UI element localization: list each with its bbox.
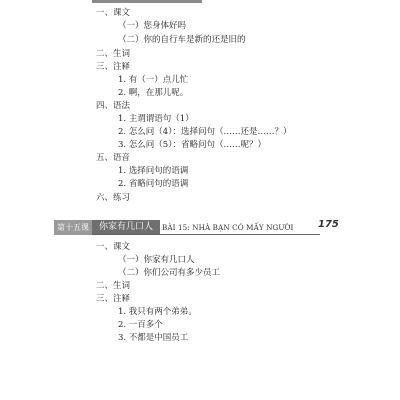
top-edge-bar — [92, 0, 202, 3]
toc-entry: 二、生词 — [96, 49, 131, 59]
page-number: 175 — [318, 219, 339, 230]
toc-entry: 五、语音 — [96, 153, 131, 163]
toc-entry: 2. 啊，在那儿呢。 — [118, 88, 189, 98]
toc-entry: 三、注释 — [96, 294, 131, 304]
toc-entry: （一）你家有几口人 — [118, 255, 195, 265]
toc-entry: 一、课文 — [96, 8, 131, 18]
lesson-15-header — [54, 220, 318, 235]
toc-entry: 1. 有（一）点儿忙 — [118, 75, 189, 85]
lesson-title-zh: 你家有几口人 — [92, 220, 160, 235]
toc-entry: （二）你的自行车是新的还是旧的 — [118, 35, 246, 45]
toc-entry: 1. 我只有两个弟弟。 — [118, 307, 197, 317]
toc-entry: 一、课文 — [96, 242, 131, 252]
toc-entry: （一）您身体好吗 — [118, 21, 187, 31]
toc-entry: 二、生词 — [96, 281, 131, 291]
toc-entry: 2. 怎么问（4）：选择问句（……还是……？） — [118, 127, 292, 137]
toc-entry: 三、注释 — [96, 62, 131, 72]
toc-entry: 2. 一百多个 — [118, 320, 163, 330]
lesson-number: 第十五课 — [54, 220, 92, 235]
toc-entry: （二）你们公司有多少员工 — [118, 268, 221, 278]
toc-entry: 六、练习 — [96, 193, 131, 203]
toc-entry: 1. 主谓谓语句（1） — [118, 114, 194, 124]
header-rule — [92, 234, 320, 235]
toc-entry: 3. 怎么问（5）：省略问句（……呢？） — [118, 140, 266, 150]
toc-entry: 四、语法 — [96, 101, 131, 111]
toc-entry: 1. 选择问句的语调 — [118, 166, 189, 176]
toc-entry: 3. 不都是中国员工 — [118, 333, 189, 343]
lesson-title-vi: BÀI 15: NHÀ BẠN CÓ MẤY NGƯỜI — [162, 223, 294, 232]
toc-entry: 2. 省略问句的语调 — [118, 179, 189, 189]
